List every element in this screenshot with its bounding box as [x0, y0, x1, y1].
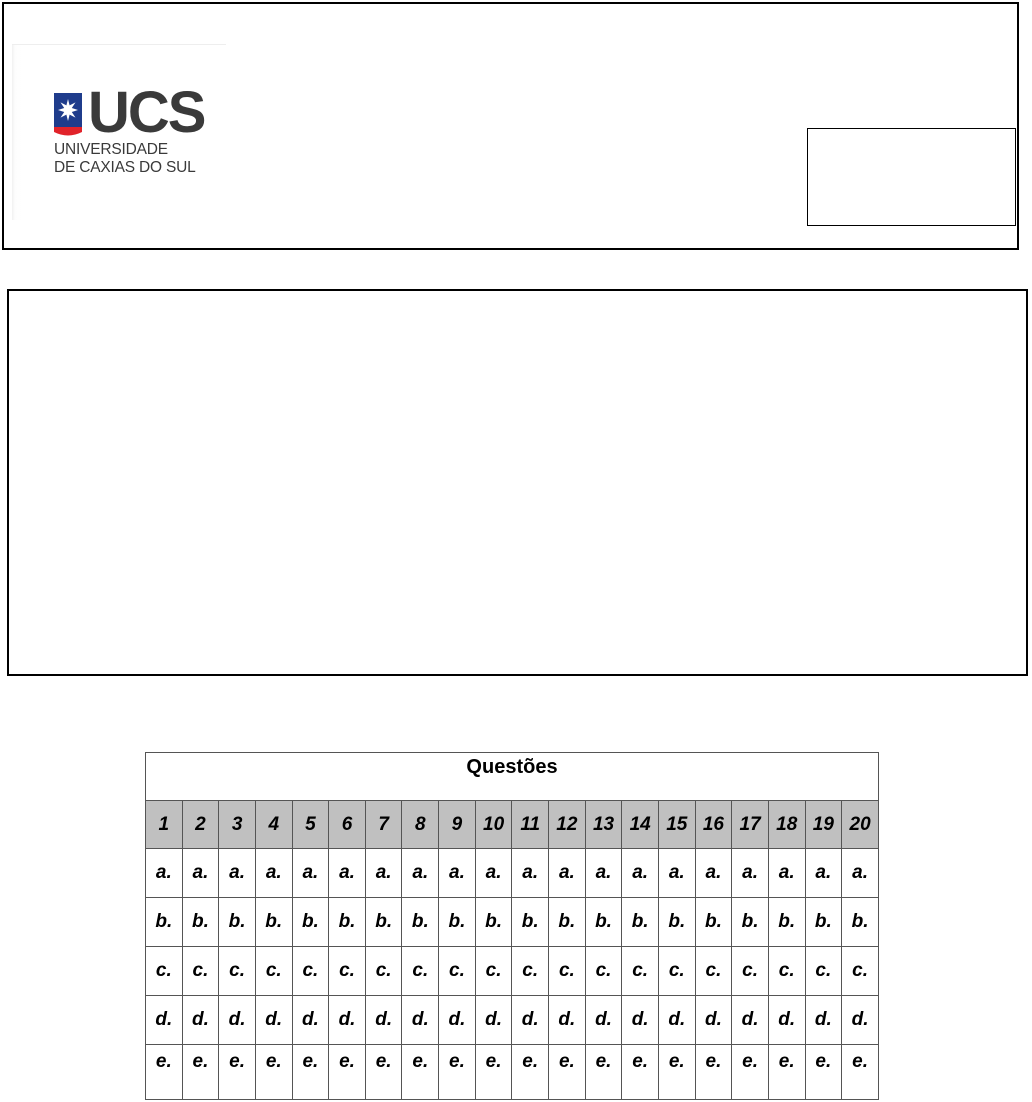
question-number-2: 2 — [182, 801, 219, 849]
answer-option-q2-a[interactable]: a. — [182, 849, 219, 898]
answer-option-q3-a[interactable]: a. — [219, 849, 256, 898]
answer-option-q5-d[interactable]: d. — [292, 996, 329, 1045]
answer-option-q4-c[interactable]: c. — [255, 947, 292, 996]
answer-option-q5-e[interactable]: e. — [292, 1045, 329, 1100]
answer-option-q3-b[interactable]: b. — [219, 898, 256, 947]
answer-option-q16-b[interactable]: b. — [695, 898, 732, 947]
question-number-1: 1 — [146, 801, 183, 849]
answer-option-q8-a[interactable]: a. — [402, 849, 439, 898]
answer-option-q15-d[interactable]: d. — [658, 996, 695, 1045]
question-number-5: 5 — [292, 801, 329, 849]
question-number-10: 10 — [475, 801, 512, 849]
question-number-16: 16 — [695, 801, 732, 849]
answer-option-q20-a[interactable]: a. — [842, 849, 879, 898]
answer-option-q16-d[interactable]: d. — [695, 996, 732, 1045]
question-number-11: 11 — [512, 801, 549, 849]
answer-option-q13-b[interactable]: b. — [585, 898, 622, 947]
answer-option-q14-d[interactable]: d. — [622, 996, 659, 1045]
answer-option-q1-b[interactable]: b. — [146, 898, 183, 947]
question-number-14: 14 — [622, 801, 659, 849]
question-number-9: 9 — [439, 801, 476, 849]
answer-option-q13-c[interactable]: c. — [585, 947, 622, 996]
answer-option-q18-a[interactable]: a. — [768, 849, 805, 898]
answer-option-q4-d[interactable]: d. — [255, 996, 292, 1045]
answer-option-q10-c[interactable]: c. — [475, 947, 512, 996]
answer-option-q18-c[interactable]: c. — [768, 947, 805, 996]
question-number-6: 6 — [329, 801, 366, 849]
answer-option-q18-e[interactable]: e. — [768, 1045, 805, 1100]
answer-option-q7-d[interactable]: d. — [365, 996, 402, 1045]
question-number-17: 17 — [732, 801, 769, 849]
grade-box[interactable] — [807, 128, 1016, 226]
answer-option-q20-b[interactable]: b. — [842, 898, 879, 947]
answer-option-q9-d[interactable]: d. — [439, 996, 476, 1045]
question-number-row — [146, 801, 879, 849]
question-number-13: 13 — [585, 801, 622, 849]
answer-option-q8-d[interactable]: d. — [402, 996, 439, 1045]
logo-city-line: DE CAXIAS DO SUL — [54, 159, 196, 176]
answer-option-q11-d[interactable]: d. — [512, 996, 549, 1045]
answer-option-q11-c[interactable]: c. — [512, 947, 549, 996]
question-number-19: 19 — [805, 801, 842, 849]
answer-option-q2-c[interactable]: c. — [182, 947, 219, 996]
answer-option-q4-e[interactable]: e. — [255, 1045, 292, 1100]
answer-option-q12-c[interactable]: c. — [549, 947, 586, 996]
option-row-a — [146, 849, 879, 898]
answer-option-q17-a[interactable]: a. — [732, 849, 769, 898]
answer-option-q16-a[interactable]: a. — [695, 849, 732, 898]
answer-option-q11-e[interactable]: e. — [512, 1045, 549, 1100]
answer-option-q14-b[interactable]: b. — [622, 898, 659, 947]
answer-option-q1-e[interactable]: e. — [146, 1045, 183, 1100]
answer-option-q5-a[interactable]: a. — [292, 849, 329, 898]
answer-option-q20-e[interactable]: e. — [842, 1045, 879, 1100]
answer-grid — [145, 752, 879, 1100]
option-row-e — [146, 1045, 879, 1100]
logo-wordmark: UCS — [88, 80, 205, 145]
answer-option-q17-e[interactable]: e. — [732, 1045, 769, 1100]
answer-option-q8-e[interactable]: e. — [402, 1045, 439, 1100]
answer-option-q12-a[interactable]: a. — [549, 849, 586, 898]
question-number-3: 3 — [219, 801, 256, 849]
answer-option-q5-b[interactable]: b. — [292, 898, 329, 947]
answer-option-q7-b[interactable]: b. — [365, 898, 402, 947]
question-number-15: 15 — [658, 801, 695, 849]
answer-option-q6-b[interactable]: b. — [329, 898, 366, 947]
answer-option-q4-b[interactable]: b. — [255, 898, 292, 947]
option-row-c — [146, 947, 879, 996]
question-number-18: 18 — [768, 801, 805, 849]
answer-option-q3-c[interactable]: c. — [219, 947, 256, 996]
answer-option-q7-c[interactable]: c. — [365, 947, 402, 996]
answer-option-q7-a[interactable]: a. — [365, 849, 402, 898]
answer-option-q3-d[interactable]: d. — [219, 996, 256, 1045]
option-row-d — [146, 996, 879, 1045]
logo-university-line: UNIVERSIDADE — [54, 141, 168, 158]
question-number-20: 20 — [842, 801, 879, 849]
answer-option-q19-b[interactable]: b. — [805, 898, 842, 947]
answer-option-q15-b[interactable]: b. — [658, 898, 695, 947]
answer-option-q20-c[interactable]: c. — [842, 947, 879, 996]
option-row-b — [146, 898, 879, 947]
answer-option-q19-d[interactable]: d. — [805, 996, 842, 1045]
answer-option-q16-c[interactable]: c. — [695, 947, 732, 996]
answer-option-q9-c[interactable]: c. — [439, 947, 476, 996]
answer-option-q10-e[interactable]: e. — [475, 1045, 512, 1100]
answer-option-q4-a[interactable]: a. — [255, 849, 292, 898]
star-shield-icon — [54, 93, 82, 138]
answer-option-q11-b[interactable]: b. — [512, 898, 549, 947]
answer-option-q1-d[interactable]: d. — [146, 996, 183, 1045]
answer-option-q12-d[interactable]: d. — [549, 996, 586, 1045]
answer-option-q14-a[interactable]: a. — [622, 849, 659, 898]
question-number-8: 8 — [402, 801, 439, 849]
answer-option-q6-e[interactable]: e. — [329, 1045, 366, 1100]
answer-option-q15-e[interactable]: e. — [658, 1045, 695, 1100]
answer-option-q14-c[interactable]: c. — [622, 947, 659, 996]
answer-option-q12-e[interactable]: e. — [549, 1045, 586, 1100]
answer-option-q10-b[interactable]: b. — [475, 898, 512, 947]
answer-option-q2-b[interactable]: b. — [182, 898, 219, 947]
answer-option-q6-d[interactable]: d. — [329, 996, 366, 1045]
answer-option-q1-a[interactable]: a. — [146, 849, 183, 898]
answer-option-q13-a[interactable]: a. — [585, 849, 622, 898]
answer-option-q19-e[interactable]: e. — [805, 1045, 842, 1100]
answer-option-q2-e[interactable]: e. — [182, 1045, 219, 1100]
answer-option-q6-a[interactable]: a. — [329, 849, 366, 898]
student-info-box[interactable] — [7, 289, 1028, 676]
answer-option-q10-d[interactable]: d. — [475, 996, 512, 1045]
answer-option-q1-c[interactable]: c. — [146, 947, 183, 996]
question-number-7: 7 — [365, 801, 402, 849]
answer-option-q14-e[interactable]: e. — [622, 1045, 659, 1100]
answer-grid-title: Questões — [146, 753, 879, 801]
answer-option-q3-e[interactable]: e. — [219, 1045, 256, 1100]
answer-option-q15-c[interactable]: c. — [658, 947, 695, 996]
answer-option-q7-e[interactable]: e. — [365, 1045, 402, 1100]
answer-option-q8-b[interactable]: b. — [402, 898, 439, 947]
header-box — [2, 2, 1019, 250]
answer-option-q12-b[interactable]: b. — [549, 898, 586, 947]
answer-option-q11-a[interactable]: a. — [512, 849, 549, 898]
answer-option-q10-a[interactable]: a. — [475, 849, 512, 898]
answer-option-q19-c[interactable]: c. — [805, 947, 842, 996]
answer-option-q9-e[interactable]: e. — [439, 1045, 476, 1100]
answer-option-q18-b[interactable]: b. — [768, 898, 805, 947]
answer-option-q8-c[interactable]: c. — [402, 947, 439, 996]
answer-option-q16-e[interactable]: e. — [695, 1045, 732, 1100]
answer-option-q17-b[interactable]: b. — [732, 898, 769, 947]
university-logo — [12, 44, 226, 220]
answer-option-q15-a[interactable]: a. — [658, 849, 695, 898]
question-number-12: 12 — [549, 801, 586, 849]
answer-option-q18-d[interactable]: d. — [768, 996, 805, 1045]
answer-option-q19-a[interactable]: a. — [805, 849, 842, 898]
question-number-4: 4 — [255, 801, 292, 849]
answer-option-q17-d[interactable]: d. — [732, 996, 769, 1045]
answer-option-q6-c[interactable]: c. — [329, 947, 366, 996]
answer-option-q9-a[interactable]: a. — [439, 849, 476, 898]
answer-option-q20-d[interactable]: d. — [842, 996, 879, 1045]
answer-option-q13-e[interactable]: e. — [585, 1045, 622, 1100]
answer-option-q5-c[interactable]: c. — [292, 947, 329, 996]
answer-option-q13-d[interactable]: d. — [585, 996, 622, 1045]
answer-option-q17-c[interactable]: c. — [732, 947, 769, 996]
answer-option-q2-d[interactable]: d. — [182, 996, 219, 1045]
answer-option-q9-b[interactable]: b. — [439, 898, 476, 947]
